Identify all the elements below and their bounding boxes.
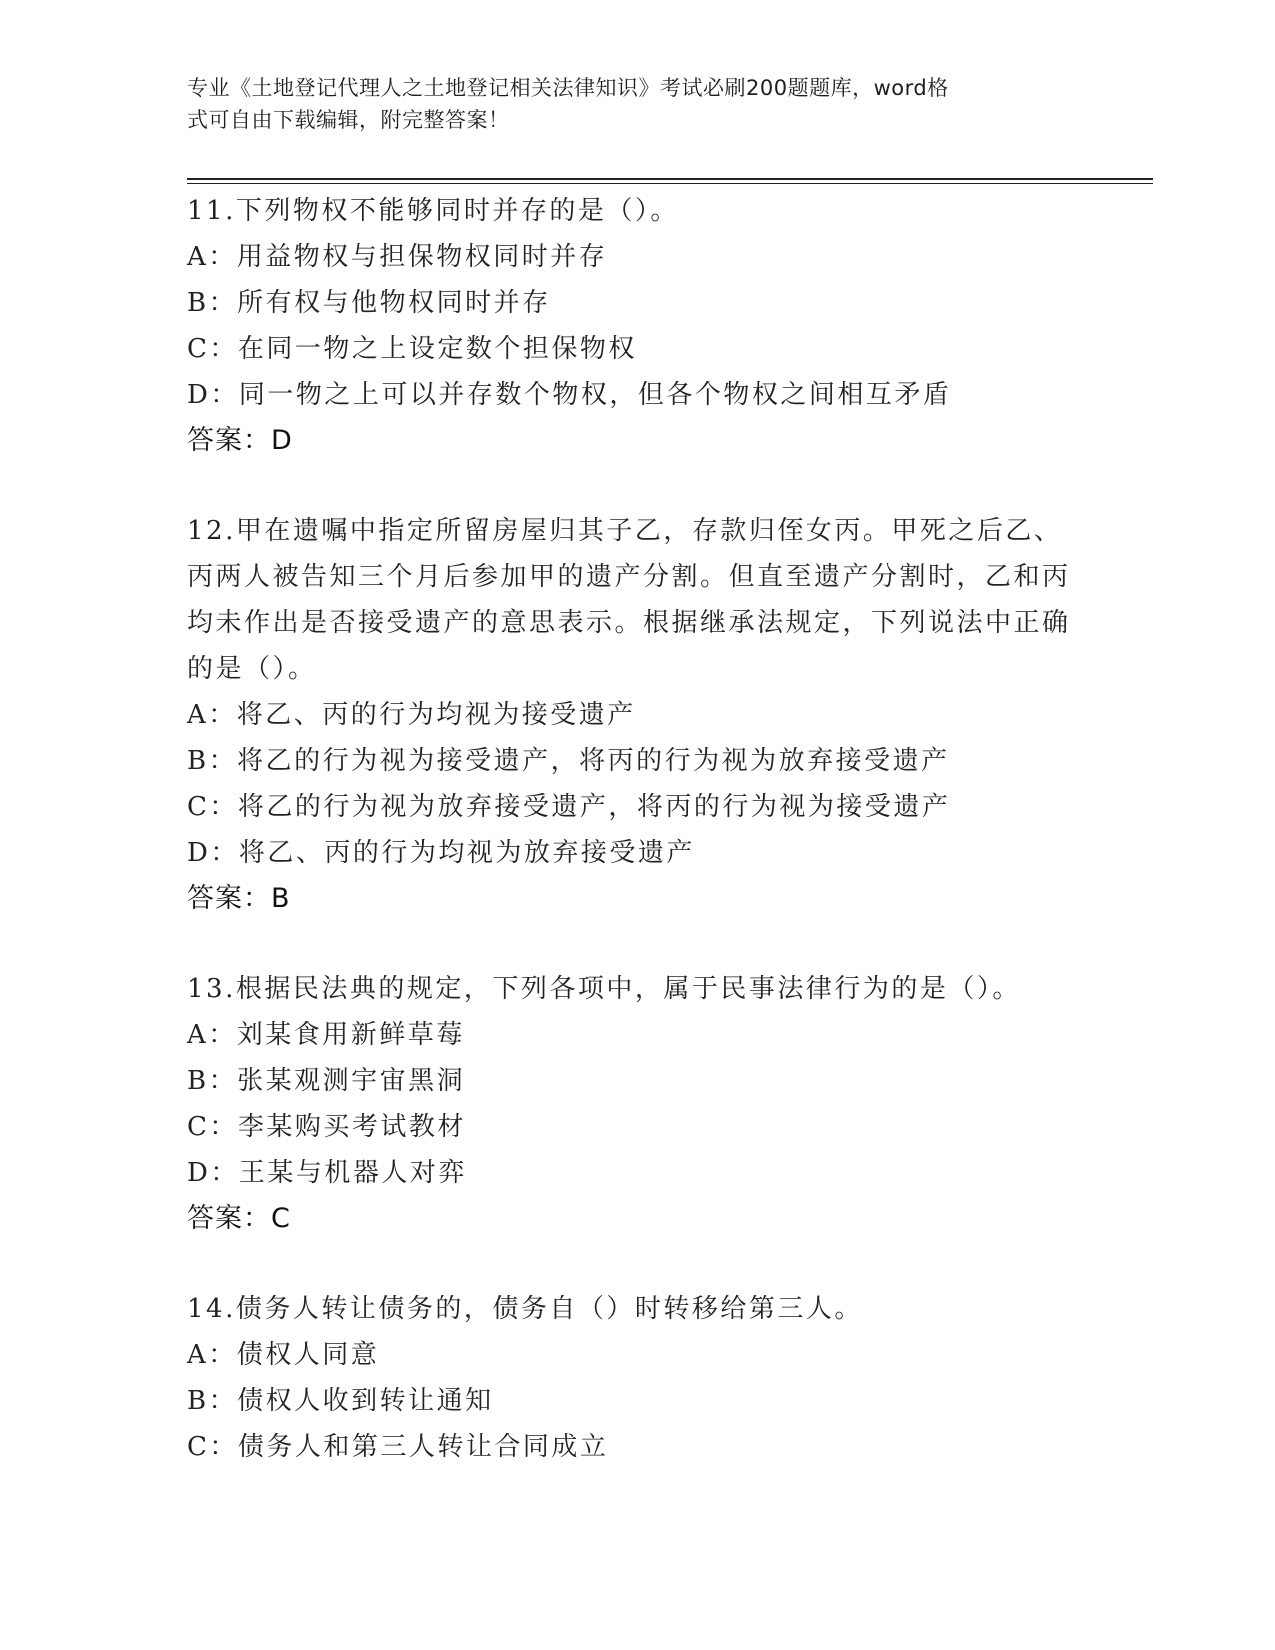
header-rule-thin: [187, 183, 1153, 184]
answer-line: 答案：B: [187, 883, 291, 914]
spacer: [187, 464, 1087, 508]
answer-line: 答案：D: [187, 425, 293, 456]
option-a: A：刘某食用新鲜草莓: [187, 1020, 465, 1050]
question-stem: 12.甲在遗嘱中指定所留房屋归其子乙，存款归侄女丙。甲死之后乙、丙两人被告知三个月后参加甲的遗产分割。但直至遗产分割时，乙和丙均未作出是否接受遗产的意思表示。根据继承法规定，下列说法中正确的是（）。: [187, 516, 1071, 684]
header-line-2: 式可自由下载编辑，附完整答案！: [187, 108, 510, 132]
option-d: D：将乙、丙的行为均视为放弃接受遗产: [187, 838, 695, 868]
question-stem: 11.下列物权不能够同时并存的是（）。: [187, 196, 679, 226]
question-stem: 13.根据民法典的规定，下列各项中，属于民事法律行为的是（）。: [187, 974, 1021, 1004]
option-b: B：将乙的行为视为接受遗产，将丙的行为视为放弃接受遗产: [187, 746, 950, 776]
option-a: A：将乙、丙的行为均视为接受遗产: [187, 700, 636, 730]
question-12: [187, 508, 1087, 922]
question-11: [187, 188, 1087, 464]
header-line-1: 专业《土地登记代理人之土地登记相关法律知识》考试必刷200题题库，word格: [187, 76, 949, 100]
question-stem: 14.债务人转让债务的，债务自（）时转移给第三人。: [187, 1294, 863, 1324]
spacer: [187, 922, 1087, 966]
option-c: C：债务人和第三人转让合同成立: [187, 1432, 609, 1462]
document-header: [187, 72, 1067, 136]
answer-line: 答案：C: [187, 1203, 291, 1234]
spacer: [187, 1242, 1087, 1286]
option-d: D：同一物之上可以并存数个物权，但各个物权之间相互矛盾: [187, 380, 952, 410]
option-c: C：在同一物之上设定数个担保物权: [187, 334, 637, 364]
option-b: B：张某观测宇宙黑洞: [187, 1066, 466, 1096]
option-b: B：债权人收到转让通知: [187, 1386, 494, 1416]
option-c: C：将乙的行为视为放弃接受遗产，将丙的行为视为接受遗产: [187, 792, 951, 822]
header-rule-thick: [187, 178, 1153, 180]
question-14: [187, 1286, 1087, 1470]
option-c: C：李某购买考试教材: [187, 1112, 466, 1142]
option-a: A：债权人同意: [187, 1340, 380, 1370]
question-list: [187, 188, 1087, 1470]
question-13: [187, 966, 1087, 1242]
option-a: A：用益物权与担保物权同时并存: [187, 242, 608, 272]
option-d: D：王某与机器人对弈: [187, 1158, 467, 1188]
option-b: B：所有权与他物权同时并存: [187, 288, 551, 318]
